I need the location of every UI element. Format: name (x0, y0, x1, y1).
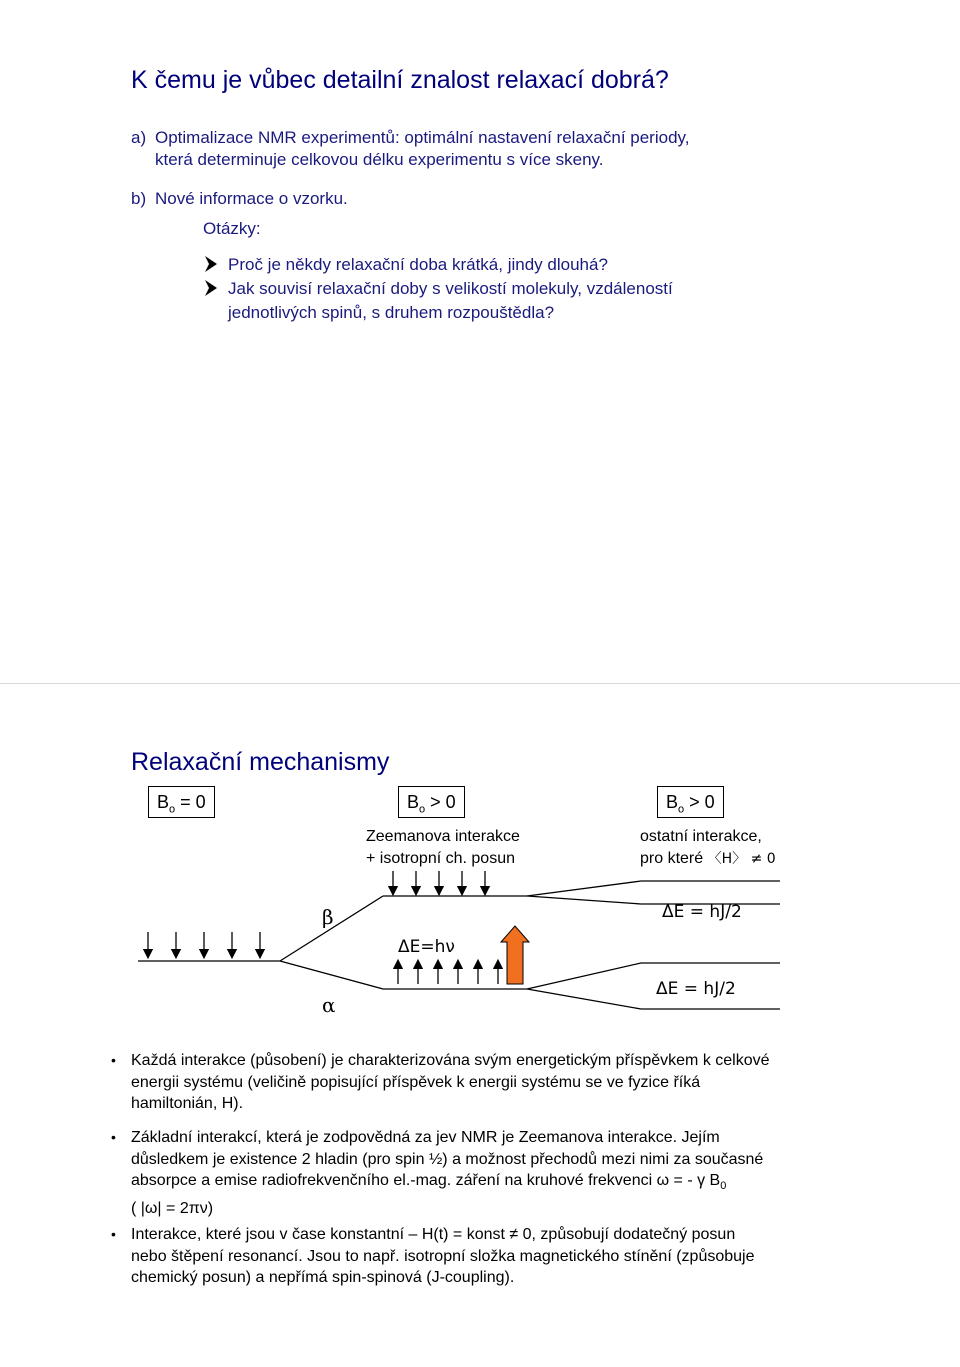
bullet-line-omega (131, 1170, 763, 1198)
item-a-line2: která determinuje celkovou délku experimentu s více skeny. (155, 150, 604, 169)
expectation-h-nonzero: 〈H〉 ≠ 0 (707, 851, 776, 867)
question-2-line2: jednotlivých spinů, s druhem rozpouštědla? (228, 303, 555, 322)
bullet-dot-icon: • (111, 1052, 116, 1068)
bullet-line: energii systému (veličině popisující příspěvek k energii systému se ve fyzice říká (131, 1073, 701, 1091)
slide1-graphics (0, 0, 960, 683)
item-b-marker: b) (131, 189, 147, 208)
alpha-spin-arrows (398, 964, 498, 984)
zero-field-spin-arrows (148, 932, 260, 954)
box-rest: = 0 (175, 792, 206, 812)
slide-relaxation-motivation (0, 0, 960, 683)
transition-arrow (501, 926, 529, 984)
box-rest: > 0 (684, 792, 715, 812)
bullet-dot-icon: • (111, 1129, 116, 1145)
question-2-line1: Jak souvisí relaxační doby s velikostí molekuly, vzdáleností (228, 279, 673, 298)
j-splitting-upper: ΔE = hJ/2 (662, 902, 742, 922)
bullet-dot-icon: • (111, 1226, 116, 1242)
caption-zeeman-line2: + isotropní ch. posun (366, 850, 515, 867)
j-splitting-lower: ΔE = hJ/2 (656, 979, 736, 999)
question-1: Proč je někdy relaxační doba krátká, jindy dlouhá? (228, 255, 608, 274)
b0-subscript: 0 (720, 1180, 727, 1193)
bullet-line: Každá interakce (působení) je charakterizována svým energetickým příspěvkem k celkové (131, 1052, 770, 1069)
bullet-zeeman (111, 1127, 764, 1219)
bullet-line: absorpce a emise radiofrekvenčního el.-mag. záření na kruhové frekvenci ω = - γ B (131, 1172, 721, 1189)
box-b: B (157, 792, 170, 812)
bullet-line: chemický posun) a nepřímá spin-spinová (J-coupling). (131, 1269, 515, 1286)
bullet-line: ( |ω| = 2πν) (131, 1199, 214, 1217)
questions-label: Otázky: (203, 219, 261, 238)
bullet-line: hamiltonián, H). (131, 1095, 244, 1112)
slide-title: Relaxační mechanismy (131, 748, 390, 776)
arrowhead-bullet-icon (205, 280, 217, 296)
alpha-level-label: α (322, 993, 336, 1017)
box-b: B (407, 792, 420, 812)
arrowhead-bullet-icon (205, 256, 217, 272)
caption-zeeman-line1: Zeemanova interakce (366, 828, 520, 845)
box-sub: o (419, 803, 426, 816)
bullet-constant-interactions (111, 1224, 755, 1289)
box-sub: o (678, 803, 685, 816)
caption-text: pro které (640, 850, 708, 867)
slide-title: K čemu je vůbec detailní znalost relaxací dobrá? (131, 66, 669, 94)
bullet-line: nebo štěpení resonancí. Jsou to např. isotropní složka magnetického stínění (způsobuje (131, 1247, 755, 1265)
item-a-marker: a) (131, 128, 147, 147)
bullet-line: Základní interakcí, která je zodpovědná za jev NMR je Zeemanova interakce. Jejím (131, 1129, 720, 1146)
bullet-hamiltonian (111, 1050, 770, 1115)
bullet-line: důsledkem je existence 2 hladin (pro spin ½) a možnost přechodů mezi nimi za současné (131, 1150, 764, 1168)
box-sub: o (169, 803, 176, 816)
beta-level-label: β (322, 905, 334, 929)
caption-other-line1: ostatní interakce, (640, 828, 762, 845)
slide-relaxation-mechanisms (0, 684, 960, 1367)
box-rest: > 0 (425, 792, 456, 812)
beta-spin-arrows (393, 871, 485, 891)
box-b: B (666, 792, 679, 812)
bullet-line: Interakce, které jsou v čase konstantní – H(t) = konst ≠ 0, způsobují dodatečný posun (131, 1226, 736, 1243)
zeeman-transition-energy: ΔE=hν (398, 937, 455, 957)
item-a-line1: Optimalizace NMR experimentů: optimální nastavení relaxační periody, (155, 128, 690, 147)
item-b-text: Nové informace o vzorku. (155, 189, 348, 208)
